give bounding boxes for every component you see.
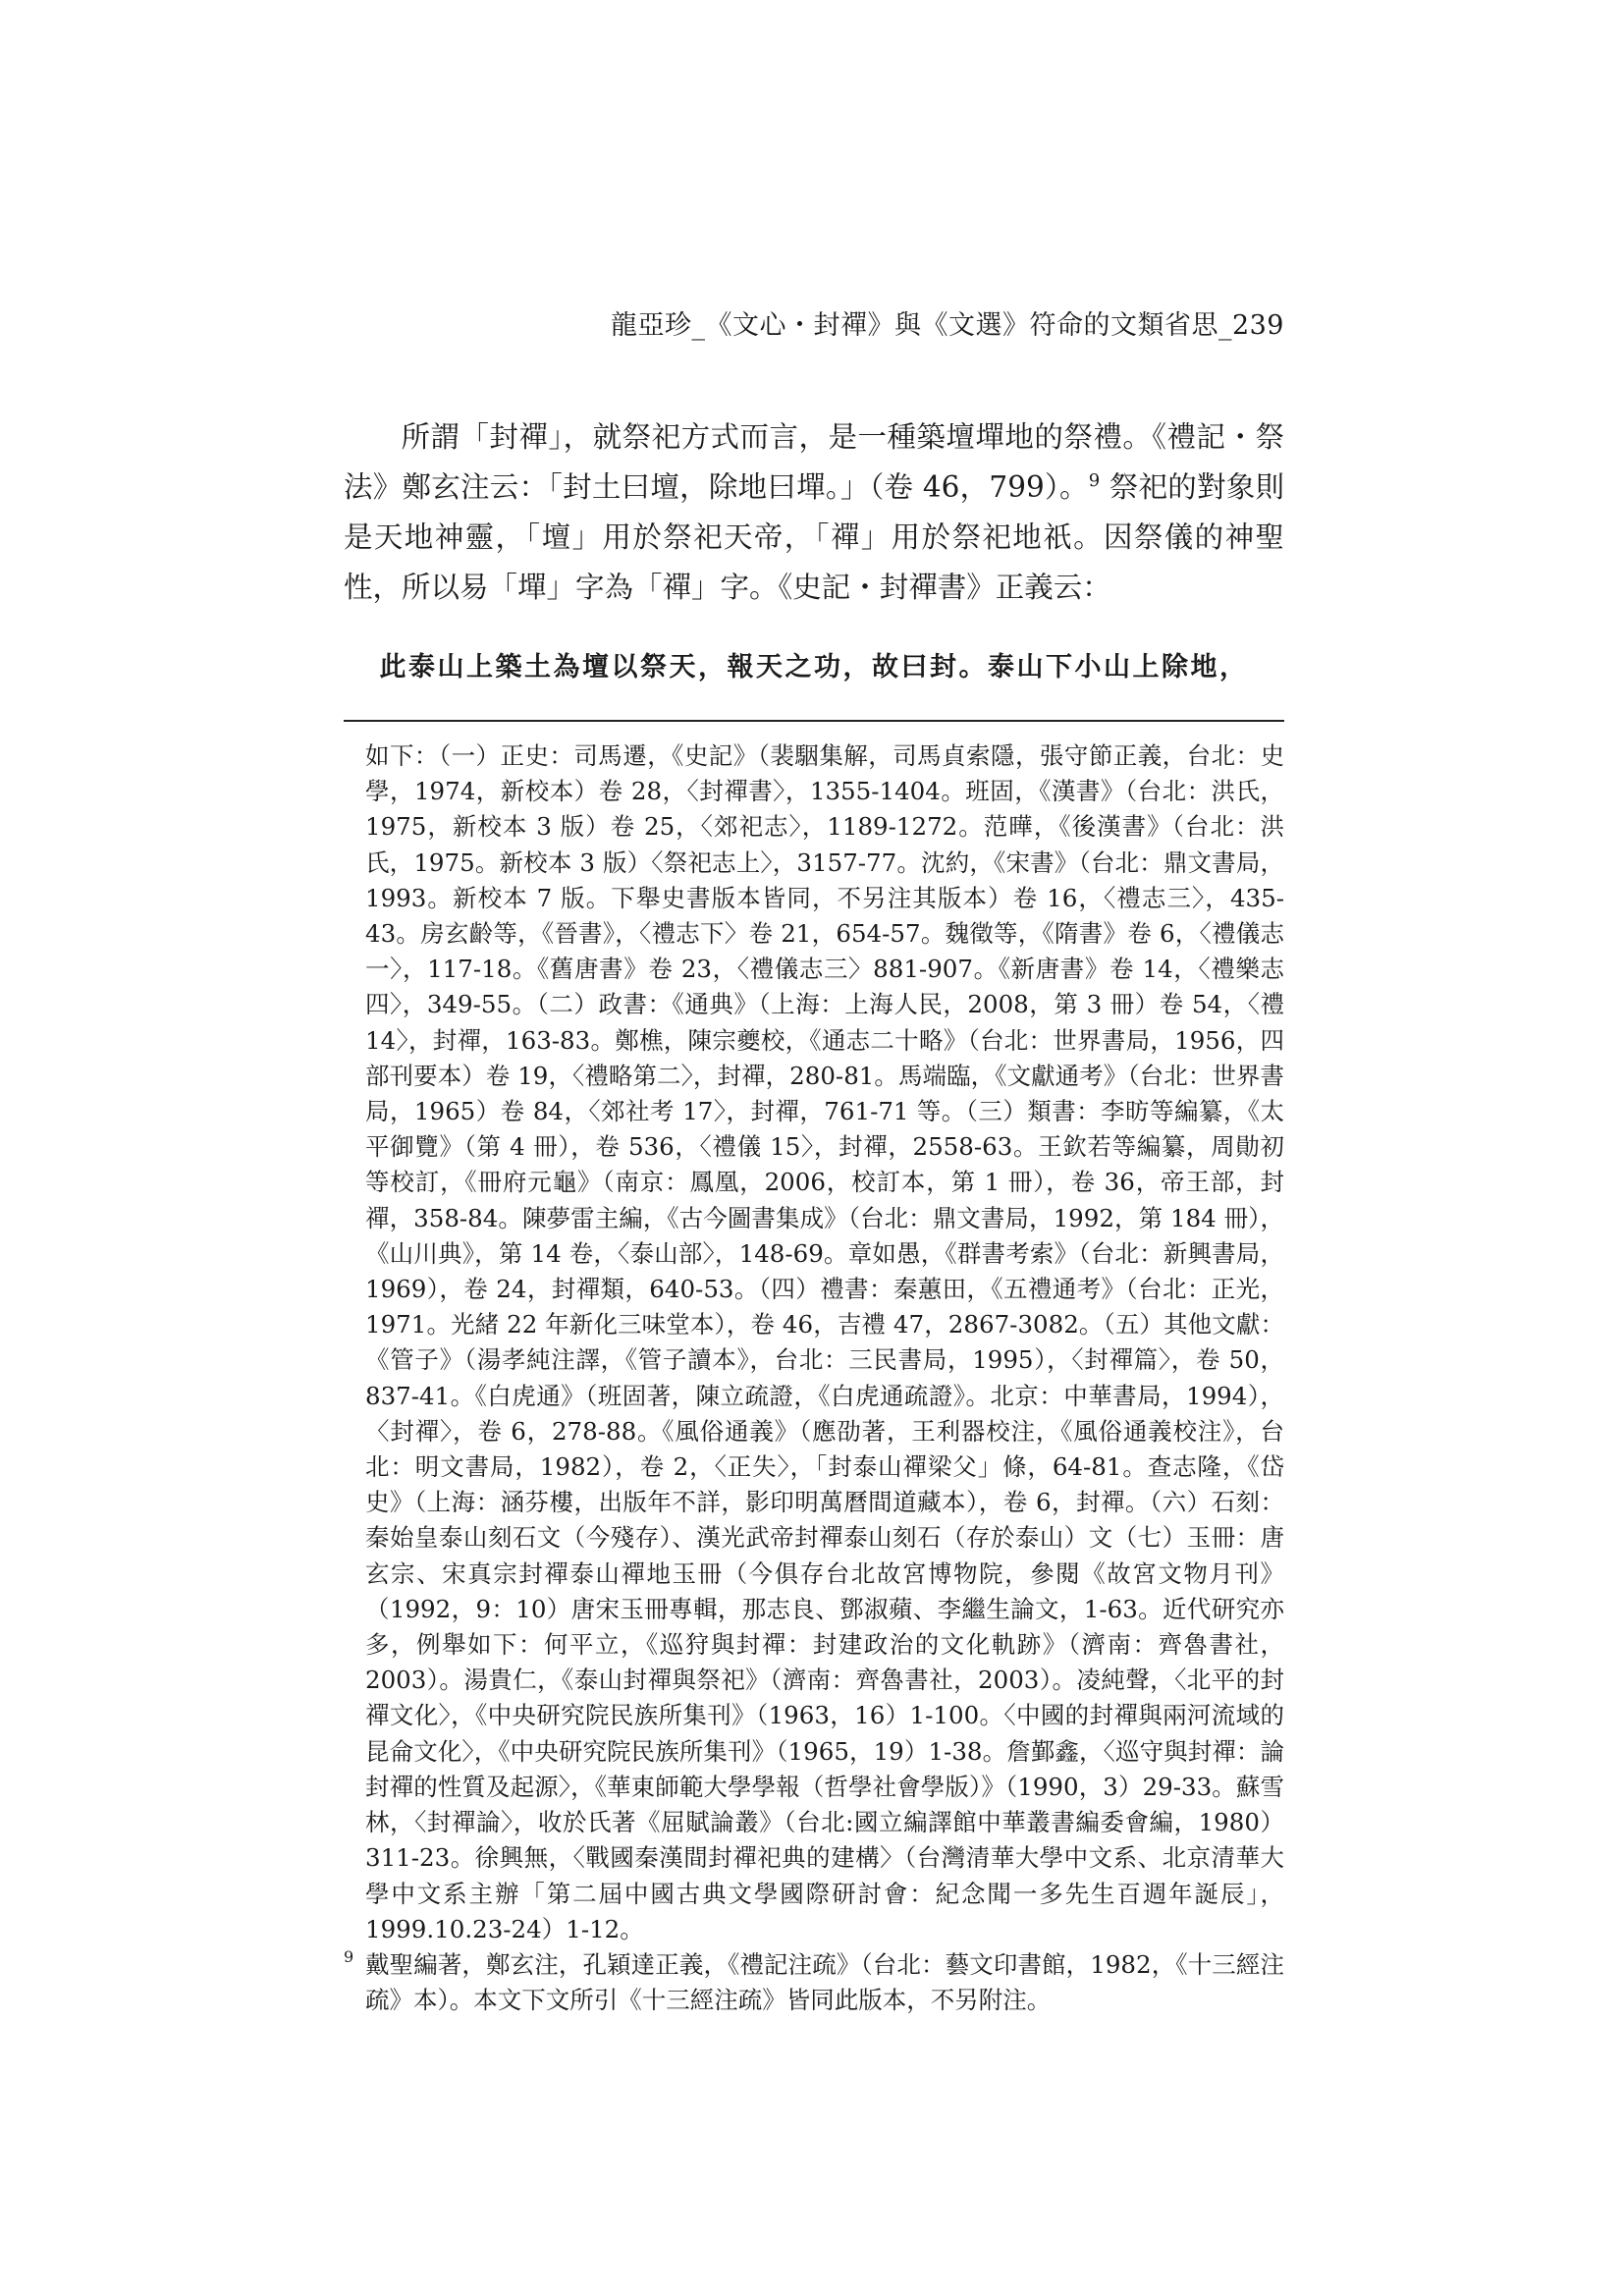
footnote-ref-9[interactable]: 9 [1088, 470, 1101, 492]
paragraph-1 [344, 412, 1284, 613]
footnote-9-text: 戴聖編著，鄭玄注，孔穎達正義，《禮記注疏》（台北：藝文印書館，1982，《十三經注疏》本）。本文下文所引《十三經注疏》皆同此版本，不另附注。 [365, 1949, 1284, 2015]
block-quote: 此泰山上築土為壇以祭天，報天之功，故曰封。泰山下小山上除地， [379, 652, 1249, 683]
footnote-9 [344, 1947, 1284, 2018]
footnote-8-continued: 如下：（一）正史：司馬遷，《史記》（裴駰集解，司馬貞索隱，張守節正義，台北：史學，1974，新校本）卷 28，〈封禪書〉，1355-1404。班固，《漢書》（台北：洪氏，1975，新校本 3 版）卷 25，〈郊祀志〉，1189-1272。范曄，《後漢書》（台北：洪氏，1975。新校本 3 版）〈祭祀志上〉，3157-77。沈約，《宋書》（台北：鼎文書局，1993。新校本 7 版。下舉史書版本皆同，不另注其版本）卷 16，〈禮志三〉，435-43。房玄齡等，《晉書》，〈禮志下〉卷 21，654-57。魏徵等，《隋書》卷 6，〈禮儀志一〉，117-18。《舊唐書》卷 23，〈禮儀志三〉881-907。《新唐書》卷 14，〈禮樂志四〉，349-55。（二）政書：《通典》（上海：上海人民，2008，第 3 冊）卷 54，〈禮 14〉，封禪，163-83。鄭樵，陳宗夔校，《通志二十略》（台北：世界書局，1956，四部刊要本）卷 19，〈禮略第二〉，封禪，280-81。馬端臨，《文獻通考》（台北：世界書局，1965）卷 84，〈郊社考 17〉，封禪，761-71 等。（三）類書：李昉等編纂，《太平御覽》（第 4 冊），卷 536，〈禮儀 15〉，封禪，2558-63。王欽若等編纂，周勛初等校訂，《冊府元龜》（南京：鳳凰，2006，校訂本，第 1 冊），卷 36，帝王部，封禪，358-84。陳夢雷主編，《古今圖書集成》（台北：鼎文書局，1992，第 184 冊），《山川典》，第 14 卷，〈泰山部〉，148-69。章如愚，《群書考索》（台北：新興書局，1969），卷 24，封禪類，640-53。（四）禮書：秦蕙田，《五禮通考》（台北：正光，1971。光緒 22 年新化三味堂本），卷 46，吉禮 47，2867-3082。（五）其他文獻：《管子》（湯孝純注譯，《管子讀本》，台北：三民書局，1995），〈封禪篇〉，卷 50，837-41。《白虎通》（班固著，陳立疏證，《白虎通疏證》。北京：中華書局，1994），〈封禪〉，卷 6，278-88。《風俗通義》（應劭著，王利器校注，《風俗通義校注》，台北：明文書局，1982），卷 2，〈正失〉，「封泰山禪梁父」條，64-81。查志隆，《岱史》（上海：涵芬樓，出版年不詳，影印明萬曆間道藏本），卷 6，封禪。（六）石刻：秦始皇泰山刻石文（今殘存）、漢光武帝封禪泰山刻石（存於泰山）文（七）玉冊：唐玄宗、宋真宗封禪泰山禪地玉冊（今俱存台北故宮博物院，參閱《故宮文物月刊》（1992，9：10）唐宋玉冊專輯，那志良、鄧淑蘋、李繼生論文，1-63。近代研究亦多，例舉如下：何平立，《巡狩與封禪：封建政治的文化軌跡》（濟南：齊魯書社，2003）。湯貴仁，《泰山封禪與祭祀》（濟南：齊魯書社，2003）。凌純聲，〈北平的封禪文化〉，《中央研究院民族所集刊》（1963，16）1-100。〈中國的封禪與兩河流域的昆侖文化〉，《中央研究院民族所集刊》（1965，19）1-38。詹鄞鑫，〈巡守與封禪：論封禪的性質及起源〉，《華東師範大學學報（哲學社會學版）》（1990，3）29-33。蘇雪林，〈封禪論〉，收於氏著《屈賦論叢》（台北:國立編譯館中華叢書編委會編，1980）311-23。徐興無，〈戰國秦漢間封禪祀典的建構〉（台灣清華大學中文系、北京清華大學中文系主辦「第二屆中國古典文學國際研討會：紀念聞一多先生百週年誕辰」，1999.10.23-24）1-12。 [365, 741, 1284, 1943]
body-paragraph [344, 412, 1284, 613]
footnote-separator [344, 720, 1284, 722]
running-header: 龍亞珍_《文心・封禪》與《文選》符命的文類省思_239 [610, 310, 1284, 341]
paragraph-1-text: 所謂「封禪」，就祭祀方式而言，是一種築壇墠地的祭禮。《禮記・祭法》鄭玄注云：「封土曰壇，除地曰墠。」（卷 46，799）。 [344, 420, 1284, 504]
footnotes [344, 738, 1284, 2018]
footnote-9-mark: 9 [344, 1946, 354, 1966]
paragraph-1-text-after: 祭祀的對象則是天地神靈，「壇」用於祭祀天帝，「禪」用於祭祀地祇。因祭儀的神聖性，所以易「墠」字為「禪」字。《史記・封禪書》正義云： [344, 470, 1284, 604]
